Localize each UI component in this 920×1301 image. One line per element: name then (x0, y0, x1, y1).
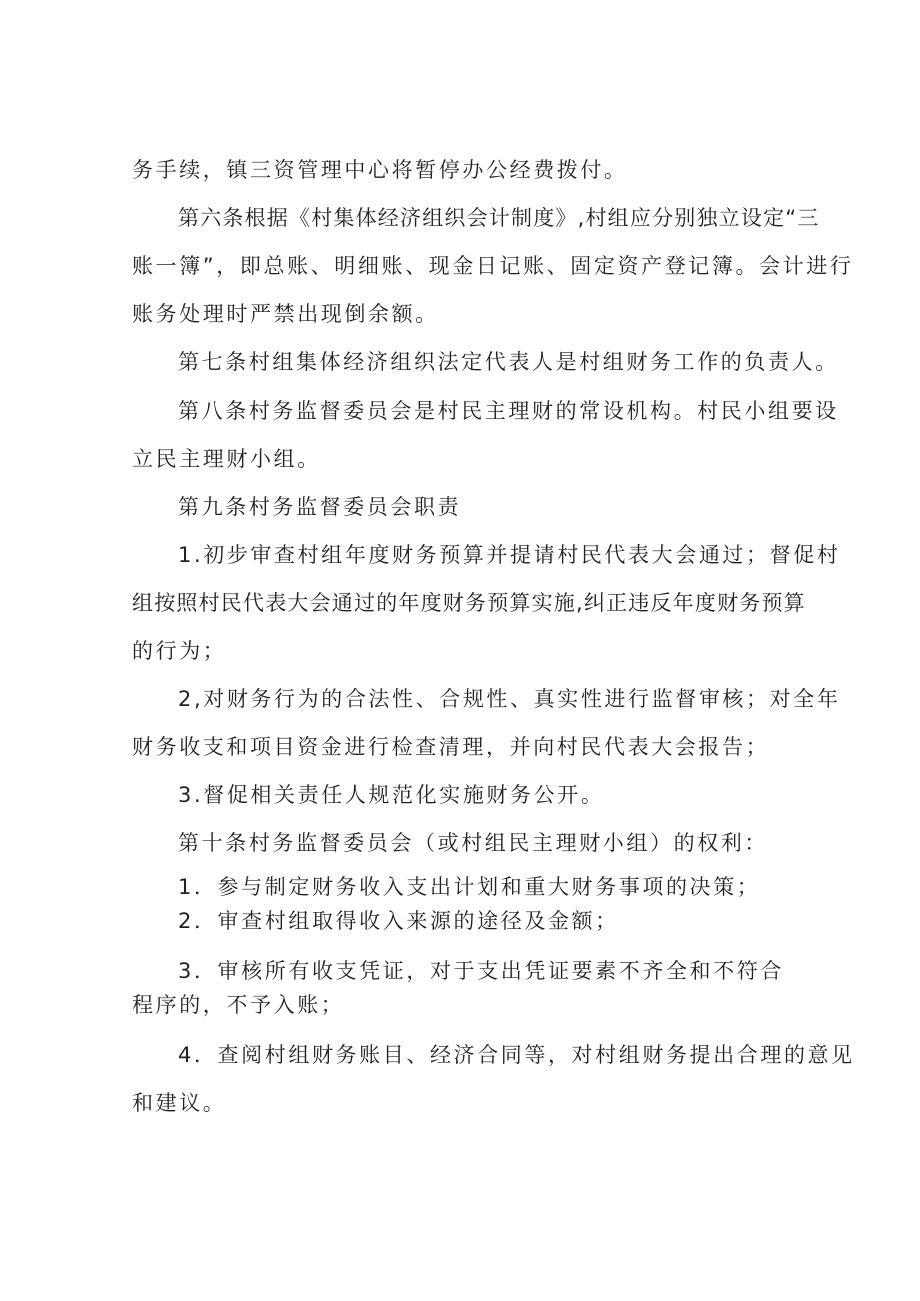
article-9-item-1-line-1: 1.初步审查村组年度财务预算并提请村民代表大会通过；督促村 (178, 543, 841, 567)
article-8-line-1: 第八条村务监督委员会是村民主理财的常设机构。村民小组要设 (178, 399, 839, 423)
article-10-heading: 第十条村务监督委员会（或村组民主理财小组）的权利： (178, 831, 768, 855)
article-9-item-3: 3.督促相关责任人规范化实施财务公开。 (178, 783, 605, 807)
article-10-item-4-line-1: 4．查阅村组财务账目、经济合同等，对村组财务提出合理的意见 (178, 1043, 855, 1067)
article-9-heading: 第九条村务监督委员会职责 (178, 495, 462, 519)
article-7-line: 第七条村组集体经济组织法定代表人是村组财务工作的负责人。 (178, 350, 839, 374)
article-6-line-3: 账务处理时严禁出现倒余额。 (132, 302, 439, 326)
article-10-item-4-line-2: 和建议。 (132, 1091, 227, 1115)
article-9-item-1-line-2: 组按照村民代表大会通过的年度财务预算实施,纠正违反年度财务预算 (132, 591, 806, 615)
article-9-item-2-line-2: 财务收支和项目资金进行检查清理，并向村民代表大会报告； (132, 735, 770, 759)
paragraph-line: 务手续，镇三资管理中心将暂停办公经费拨付。 (132, 158, 628, 182)
article-6-line-1: 第六条根据《村集体经济组织会计制度》,村组应分别独立设定“三 (178, 206, 820, 230)
article-6-line-2: 账一簿”，即总账、明细账、现金日记账、固定资产登记簿。会计进行 (132, 254, 854, 278)
article-10-item-3-line-1: 3．审核所有收支凭证，对于支出凭证要素不齐全和不符合 (178, 959, 784, 983)
article-9-item-1-line-3: 的行为； (132, 639, 227, 663)
article-8-line-2: 立民主理财小组。 (132, 447, 321, 471)
article-10-item-1: 1．参与制定财务收入支出计划和重大财务事项的决策； (178, 875, 761, 899)
article-10-item-2: 2．审查村组取得收入来源的途径及金额； (178, 909, 619, 933)
article-10-item-3-line-2: 程序的，不予入账； (132, 993, 345, 1017)
article-9-item-2-line-1: 2,对财务行为的合法性、合规性、真实性进行监督审核；对全年 (178, 687, 841, 711)
